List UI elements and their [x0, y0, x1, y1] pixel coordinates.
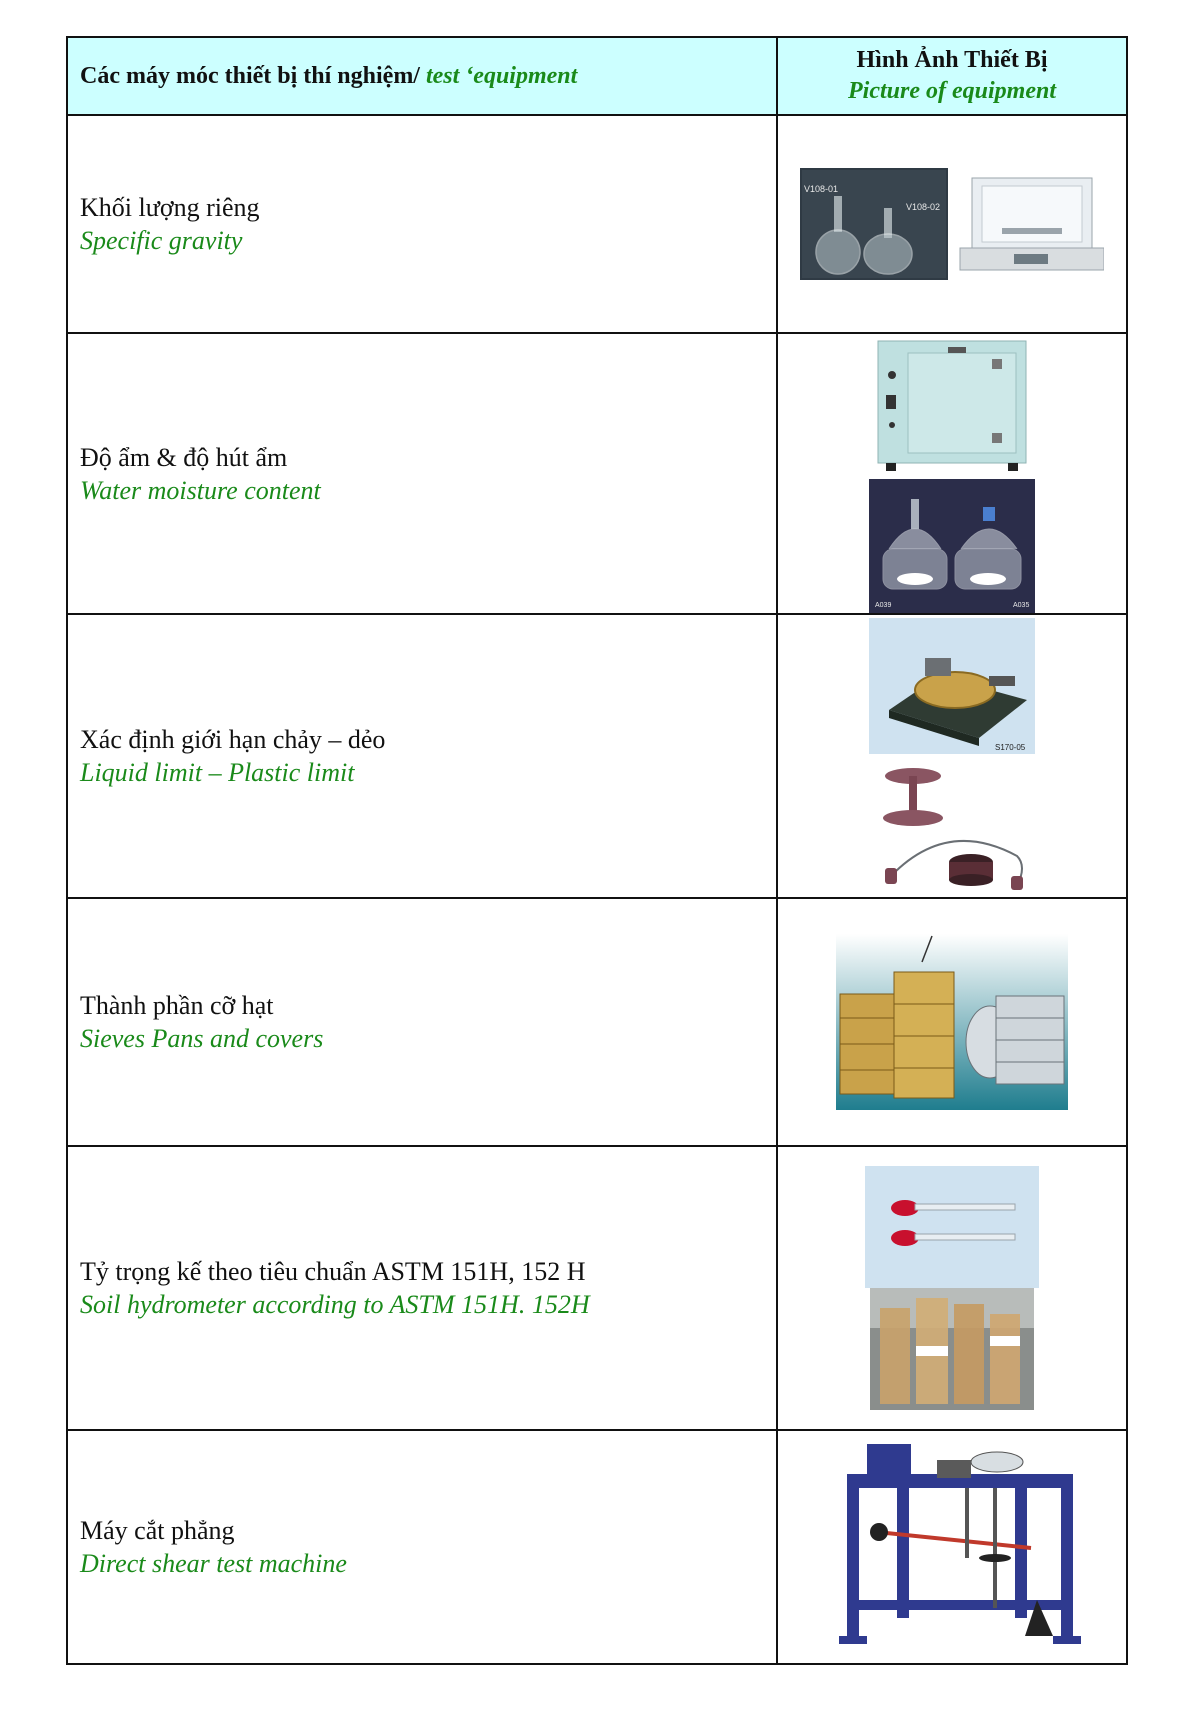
- sedimentation-cylinders-image: [870, 1288, 1034, 1410]
- row-label-cell: [68, 899, 778, 1145]
- row-label-cell: [68, 1431, 778, 1663]
- table-header: [68, 38, 1126, 114]
- flask-label-1: V108-01: [804, 184, 839, 194]
- device-label: S170-05: [995, 743, 1026, 752]
- drying-oven-image: [872, 335, 1032, 473]
- desiccator-label-1: A039: [875, 601, 892, 609]
- analytical-balance-image: [954, 172, 1104, 276]
- row-label-vn: Khối lượng riêng: [80, 193, 260, 222]
- table-row: [68, 114, 1126, 332]
- equipment-table: [66, 36, 1128, 1665]
- desiccators-image: [869, 479, 1035, 613]
- sieves-image: [836, 934, 1068, 1110]
- row-label-vn: Độ ẩm & độ hút ẩm: [80, 442, 288, 472]
- row-label-vn: Tỷ trọng kế theo tiêu chuẩn ASTM 151H, 152 H: [80, 1257, 586, 1286]
- row-label-en: Sieves Pans and covers: [80, 1024, 324, 1053]
- table-row: [68, 1429, 1126, 1663]
- header-col2-vn: Hình Ảnh Thiết Bị: [856, 47, 1048, 73]
- header-col2-en: Picture of equipment: [848, 78, 1056, 104]
- row-label-cell: [68, 116, 778, 332]
- table-row: [68, 332, 1126, 613]
- row-picture-cell: [778, 1147, 1126, 1429]
- flask-label-2: V108-02: [906, 202, 941, 212]
- pycnometer-flasks-image: [800, 168, 948, 280]
- row-label-en: Direct shear test machine: [80, 1549, 347, 1578]
- table-row: [68, 897, 1126, 1145]
- row-picture-cell: [778, 334, 1126, 613]
- header-col1-en: test ‘equipment: [425, 62, 578, 89]
- row-picture-cell: [778, 116, 1126, 332]
- row-picture-cell: [778, 1431, 1126, 1663]
- row-picture-cell: [778, 615, 1126, 897]
- row-label-vn: Máy cắt phẳng: [80, 1516, 235, 1545]
- row-label-en: Specific gravity: [80, 226, 243, 255]
- header-col-picture: [778, 38, 1126, 114]
- direct-shear-machine-image: [817, 1440, 1087, 1654]
- desiccator-label-2: A035: [1013, 601, 1030, 609]
- row-picture-cell: [778, 899, 1126, 1145]
- table-row: [68, 1145, 1126, 1429]
- row-label-vn: Thành phần cỡ hạt: [80, 991, 274, 1020]
- table-row: [68, 613, 1126, 897]
- row-label-vn: Xác định giới hạn chảy – dẻo: [80, 725, 386, 754]
- row-label-cell: [68, 615, 778, 897]
- grooving-tool-image: [867, 758, 1037, 894]
- hydrometers-image: [865, 1166, 1039, 1288]
- row-label-en: Water moisture content: [80, 475, 321, 505]
- row-label-cell: [68, 334, 778, 613]
- header-col1-vn: Các máy móc thiết bị thí nghiệm/: [80, 62, 420, 89]
- row-label-cell: [68, 1147, 778, 1429]
- row-label-en: Soil hydrometer according to ASTM 151H. 152H: [80, 1290, 590, 1319]
- header-col-equipment: [68, 38, 778, 114]
- row-label-en: Liquid limit – Plastic limit: [80, 758, 355, 787]
- casagrande-device-image: [869, 618, 1035, 754]
